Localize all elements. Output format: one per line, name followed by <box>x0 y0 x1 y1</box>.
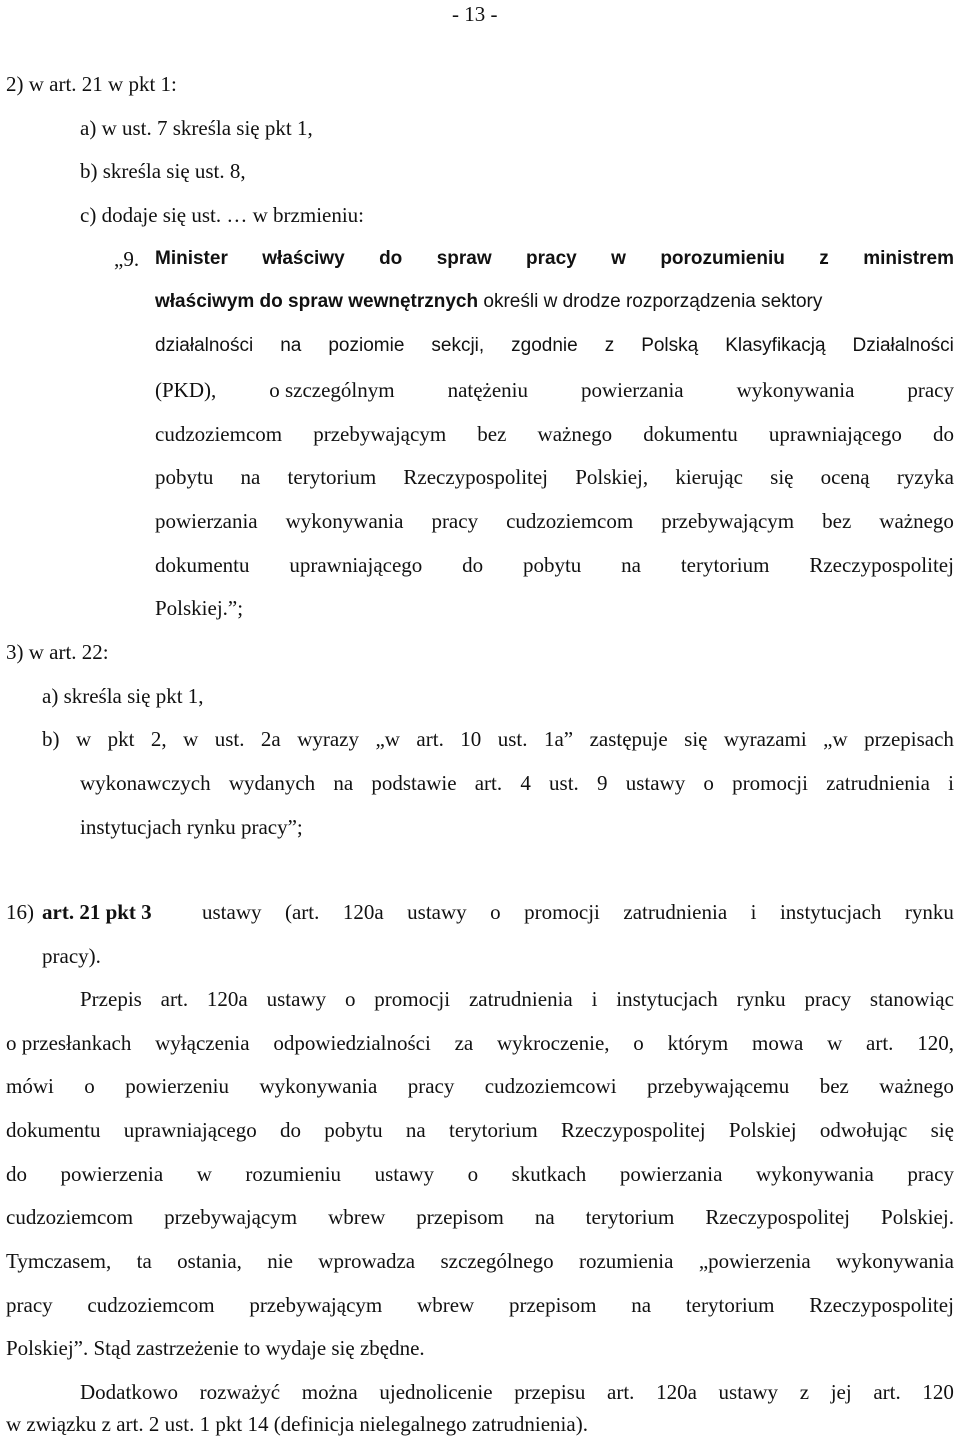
word: terytorium <box>585 1205 675 1229</box>
word: w <box>196 1162 212 1186</box>
quote-line-5 <box>155 420 954 448</box>
word: 120a <box>342 900 384 924</box>
page-number: - 13 - <box>452 2 498 26</box>
word: pkt <box>107 727 135 751</box>
word: w <box>827 1031 843 1055</box>
word: „w <box>823 727 848 751</box>
word: powierzeniu <box>125 1074 230 1098</box>
word: i <box>948 771 954 795</box>
word: o <box>703 771 714 795</box>
word: dokumentu <box>155 553 250 577</box>
word: przebywającym <box>164 1205 298 1229</box>
word: Dodatkowo <box>80 1380 178 1404</box>
word: uprawniającego <box>123 1118 257 1142</box>
word: Przepis <box>80 987 142 1011</box>
word: bez <box>822 509 852 533</box>
word: o <box>344 987 356 1011</box>
paragraph-1-line-8 <box>6 1291 954 1319</box>
item-3-b-line-3: instytucjach rynku pracy”; <box>80 815 303 839</box>
item-2-c: c) dodaje się ust. … w brzmieniu: <box>80 203 365 227</box>
word: i <box>591 987 598 1011</box>
word: zastępuje <box>589 727 668 751</box>
word: rozumienia <box>578 1249 674 1273</box>
word: wbrew <box>328 1205 386 1229</box>
word: przebywającemu <box>647 1074 790 1098</box>
word: powierzania <box>619 1162 723 1186</box>
quote-line-2-rest: określi w drodze rozporządzenia sektory <box>478 291 823 312</box>
word: przebywającym <box>313 422 447 446</box>
word: zatrudnienia <box>623 900 728 924</box>
quote-number: „9. <box>114 247 140 271</box>
word: w <box>183 727 199 751</box>
word: pracy <box>431 509 479 533</box>
word: Polskiej. <box>881 1205 954 1229</box>
word: na <box>280 335 302 356</box>
word: kierując <box>675 465 743 489</box>
word: pobytu <box>324 1118 383 1142</box>
word: ust. <box>214 727 245 751</box>
word: Rzeczypospolitej <box>705 1205 850 1229</box>
paragraph-1-line-7 <box>6 1247 954 1275</box>
quote-line-3 <box>155 332 954 360</box>
item-16-heading-line-2: pracy). <box>42 944 101 968</box>
word: pracy <box>907 1162 954 1186</box>
word: się <box>930 1118 954 1142</box>
quote-line-2 <box>155 288 822 316</box>
word: rynku <box>904 900 954 924</box>
word: można <box>301 1380 358 1404</box>
quote-line-1 <box>155 245 954 273</box>
word: promocji <box>732 771 808 795</box>
quote-line-7 <box>155 507 954 535</box>
word: na <box>333 771 354 795</box>
word: oceną <box>820 465 870 489</box>
word: przebywającym <box>661 509 795 533</box>
word: odpowiedzialności <box>273 1031 431 1055</box>
word: na <box>621 553 641 577</box>
paragraph-1-line-4 <box>6 1116 954 1144</box>
item-2-header: 2) w art. 21 w pkt 1: <box>6 72 177 96</box>
word: się <box>684 727 708 751</box>
word: przepisach <box>864 727 954 751</box>
item-2-a: a) w ust. 7 skreśla się pkt 1, <box>80 116 313 140</box>
item-16-heading-bold: art. 21 pkt 3 <box>42 900 152 924</box>
word: o <box>633 1031 644 1055</box>
word: do <box>462 553 484 577</box>
word: do <box>280 1118 301 1142</box>
word: Polskiej, <box>575 465 649 489</box>
word: wydanych <box>228 771 316 795</box>
word: promocji <box>524 900 600 924</box>
word: wykroczenie, <box>497 1031 610 1055</box>
word: cudzoziemcowi <box>484 1074 617 1098</box>
paragraph-1-line-3 <box>6 1072 954 1100</box>
word: pracy <box>526 248 577 269</box>
item-16-heading <box>42 898 954 926</box>
word: terytorium <box>680 553 770 577</box>
paragraph-1-line-6 <box>6 1203 954 1231</box>
word: rynku <box>736 987 786 1011</box>
word: w <box>611 248 626 269</box>
word: 4 <box>520 771 531 795</box>
word: wykonawczych <box>80 771 211 795</box>
word: zgodnie <box>511 335 578 356</box>
word: terytorium <box>449 1118 538 1142</box>
word: pobytu <box>522 553 582 577</box>
word: ważnego <box>879 1074 954 1098</box>
word: na <box>405 1118 426 1142</box>
word: ust. <box>497 727 528 751</box>
word: Działalności <box>852 335 954 356</box>
word: pracy <box>907 378 954 402</box>
word: zatrudnienia <box>468 987 573 1011</box>
word: do <box>379 248 403 269</box>
word: nie <box>267 1249 293 1273</box>
item-3-b-line-2 <box>80 769 954 797</box>
item-2-b: b) skreśla się ust. 8, <box>80 159 246 183</box>
word: działalności <box>155 335 254 356</box>
item-3-b-line-1 <box>42 725 954 753</box>
word: ostania, <box>177 1249 242 1273</box>
word: dokumentu <box>6 1118 101 1142</box>
word: na <box>631 1293 652 1317</box>
word: art. <box>474 771 503 795</box>
word: rozumieniu <box>245 1162 342 1186</box>
word: ważnego <box>879 509 954 533</box>
word: wyrazy <box>297 727 360 751</box>
word: cudzoziemcom <box>6 1205 134 1229</box>
word: właściwy <box>262 248 345 269</box>
word: na <box>240 465 261 489</box>
word: przepisom <box>416 1205 504 1229</box>
word: 1a” <box>543 727 574 751</box>
paragraph-2-line-1 <box>80 1378 954 1406</box>
paragraph-1-line-2 <box>6 1029 954 1057</box>
word: b) <box>42 727 60 751</box>
word: jej <box>830 1380 852 1404</box>
quote-line-6 <box>155 463 954 491</box>
word: 120 <box>922 1380 954 1404</box>
word: wprowadza <box>318 1249 416 1273</box>
word: ważnego <box>537 422 613 446</box>
word: uprawniającego <box>768 422 902 446</box>
word: o <box>467 1162 479 1186</box>
word: instytucjach <box>779 900 882 924</box>
word: Tymczasem, <box>6 1249 112 1273</box>
word: spraw <box>436 248 492 269</box>
word: ustawy <box>266 987 327 1011</box>
word: wyrazami <box>723 727 807 751</box>
word: 10 <box>460 727 482 751</box>
word: ustawy <box>407 900 467 924</box>
word: wykonywania <box>259 1074 378 1098</box>
word: art. <box>416 727 444 751</box>
word: ujednolicenie <box>379 1380 493 1404</box>
word: ministrem <box>863 248 954 269</box>
word: przepisom <box>508 1293 597 1317</box>
word: ta <box>136 1249 152 1273</box>
word: Polskiej <box>728 1118 797 1142</box>
word: powierzania <box>155 509 258 533</box>
word: o <box>84 1074 95 1098</box>
word: Rzeczypospolitej <box>809 553 954 577</box>
word: wykonywania <box>285 509 404 533</box>
word: przepisu <box>514 1380 586 1404</box>
word: instytucjach <box>616 987 718 1011</box>
word: pracy <box>6 1293 53 1317</box>
word: terytorium <box>685 1293 775 1317</box>
word: do <box>932 422 954 446</box>
paragraph-2-line-2: w związku z art. 2 ust. 1 pkt 14 (definicja nielegalnego zatrudnienia). <box>6 1412 588 1436</box>
item-16-number: 16) <box>6 900 34 924</box>
word: uprawniającego <box>289 553 423 577</box>
word: mowa <box>752 1031 804 1055</box>
word: z <box>604 335 615 356</box>
quote-line-4 <box>155 376 954 404</box>
word: wbrew <box>417 1293 475 1317</box>
word: podstawie <box>371 771 457 795</box>
item-16-heading-rest <box>202 898 954 926</box>
word: zatrudnienia <box>826 771 930 795</box>
word: ustawy <box>374 1162 435 1186</box>
word: odwołując <box>819 1118 908 1142</box>
word: którym <box>667 1031 729 1055</box>
word: terytorium <box>287 465 377 489</box>
paragraph-1-line-5 <box>6 1160 954 1188</box>
word: i <box>750 900 757 924</box>
quote-line-8 <box>155 551 954 579</box>
word: bez <box>819 1074 849 1098</box>
word: o szczególnym <box>269 378 395 402</box>
word: Minister <box>155 248 228 269</box>
word: szczególnego <box>440 1249 554 1273</box>
word: 2, <box>150 727 167 751</box>
word: (PKD), <box>155 378 217 402</box>
word: się <box>770 465 794 489</box>
word: Polską <box>641 335 699 356</box>
word: art. <box>866 1031 894 1055</box>
word: o przesłankach <box>6 1031 132 1055</box>
paragraph-1-line-9: Polskiej”. Stąd zastrzeżenie to wydaje się zbędne. <box>6 1336 425 1360</box>
word: w <box>75 727 92 751</box>
word: art. <box>160 987 189 1011</box>
word: cudzoziemcom <box>155 422 283 446</box>
word: z <box>819 248 829 269</box>
word: o <box>490 900 501 924</box>
word: „w <box>375 727 400 751</box>
word: Rzeczypospolitej <box>809 1293 954 1317</box>
word: do <box>6 1162 27 1186</box>
word: wykonywania <box>836 1249 954 1273</box>
word: stanowiąc <box>869 987 954 1011</box>
word: bez <box>477 422 507 446</box>
word: za <box>454 1031 474 1055</box>
word: przebywającym <box>249 1293 383 1317</box>
word: wyłączenia <box>155 1031 250 1055</box>
word: wykonywania <box>755 1162 874 1186</box>
word: mówi <box>6 1074 54 1098</box>
word: ustawy <box>718 1380 779 1404</box>
word: 120, <box>917 1031 954 1055</box>
word: Rzeczypospolitej <box>560 1118 706 1142</box>
word: 2a <box>260 727 281 751</box>
word: Rzeczypospolitej <box>403 465 549 489</box>
word: cudzoziemcom <box>87 1293 215 1317</box>
word: na <box>534 1205 555 1229</box>
word: ust. <box>549 771 579 795</box>
word: powierzenia <box>60 1162 164 1186</box>
quote-line-9: Polskiej.”; <box>155 596 244 620</box>
word: ryzyka <box>896 465 954 489</box>
word: art. <box>873 1380 901 1404</box>
word: cudzoziemcom <box>506 509 634 533</box>
word: rozważyć <box>199 1380 281 1404</box>
word: natężeniu <box>447 378 529 402</box>
item-3-a: a) skreśla się pkt 1, <box>42 684 204 708</box>
word: skutkach <box>511 1162 587 1186</box>
word: pracy <box>804 987 852 1011</box>
word: pracy <box>407 1074 455 1098</box>
quote-line-2-bold: właściwym do spraw wewnętrznych <box>155 291 479 312</box>
word: sekcji, <box>431 335 485 356</box>
paragraph-1-line-1 <box>80 985 954 1013</box>
word: wykonywania <box>736 378 855 402</box>
word: porozumieniu <box>660 248 785 269</box>
word: art. <box>607 1380 635 1404</box>
word: „powierzenia <box>698 1249 811 1273</box>
word: pobytu <box>155 465 214 489</box>
word: ustawy <box>625 771 686 795</box>
word: dokumentu <box>643 422 738 446</box>
word: 120a <box>206 987 248 1011</box>
word: 9 <box>597 771 608 795</box>
word: promocji <box>374 987 451 1011</box>
word: poziomie <box>328 335 405 356</box>
item-3-header: 3) w art. 22: <box>6 640 109 664</box>
word: (art. <box>284 900 320 924</box>
word: 120a <box>656 1380 697 1404</box>
word: ustawy <box>202 900 262 924</box>
word: Klasyfikacją <box>725 335 826 356</box>
word: z <box>799 1380 810 1404</box>
word: powierzania <box>580 378 684 402</box>
